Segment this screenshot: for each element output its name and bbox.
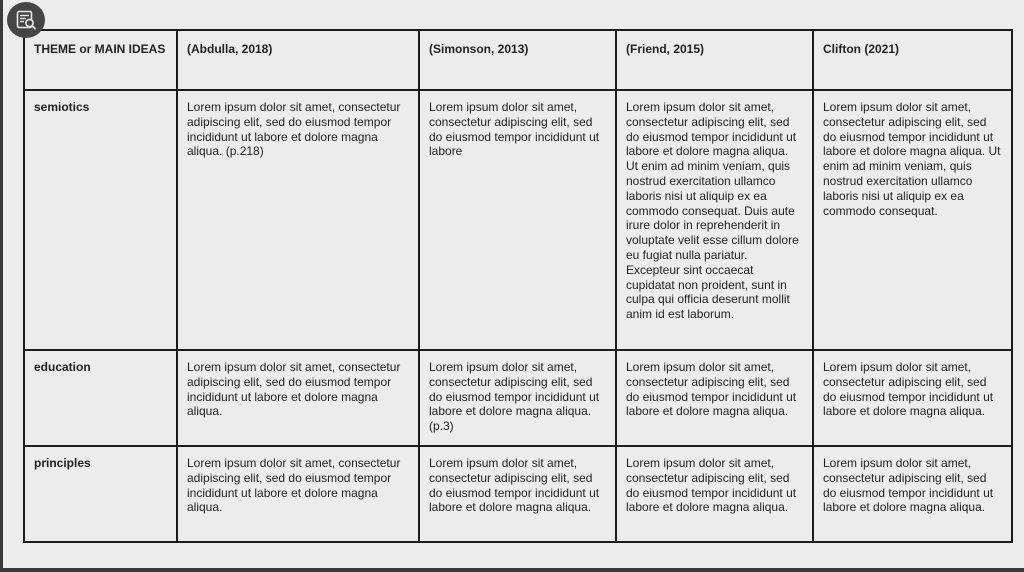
table-row [24, 446, 1012, 542]
document-search-icon [15, 9, 37, 31]
literature-matrix-table [23, 29, 1013, 543]
row-theme-label: education [24, 350, 177, 446]
row-theme-label: semiotics [24, 90, 177, 350]
table-cell: Lorem ipsum dolor sit amet, consectetur adipiscing elit, sed do eiusmod tempor incididunt ut labore et dolore magna aliqua. Ut enim ad minim veniam, quis nostrud exercitation ullamco laboris nisi ut aliquip ex ea commodo consequat. [813, 90, 1012, 350]
table-cell: Lorem ipsum dolor sit amet, consectetur adipiscing elit, sed do eiusmod tempor incididunt ut labore et dolore magna aliqua. [177, 446, 419, 542]
document-canvas [3, 0, 1024, 568]
header-source-1: (Abdulla, 2018) [177, 30, 419, 90]
table-header-row [24, 30, 1012, 90]
table-cell: Lorem ipsum dolor sit amet, consectetur adipiscing elit, sed do eiusmod tempor incididunt ut labore et dolore magna aliqua. [419, 446, 616, 542]
table-cell: Lorem ipsum dolor sit amet, consectetur adipiscing elit, sed do eiusmod tempor incididunt ut labore et dolore magna aliqua. [177, 350, 419, 446]
header-source-2: (Simonson, 2013) [419, 30, 616, 90]
table-cell: Lorem ipsum dolor sit amet, consectetur adipiscing elit, sed do eiusmod tempor incididunt ut labore et dolore magna aliqua. (p.3) [419, 350, 616, 446]
table-cell: Lorem ipsum dolor sit amet, consectetur adipiscing elit, sed do eiusmod tempor incididunt ut labore et dolore magna aliqua. [616, 446, 813, 542]
header-theme: THEME or MAIN IDEAS [24, 30, 177, 90]
table-cell: Lorem ipsum dolor sit amet, consectetur adipiscing elit, sed do eiusmod tempor incididunt ut labore et dolore magna aliqua. [813, 350, 1012, 446]
table-row [24, 90, 1012, 350]
document-search-button[interactable] [7, 2, 45, 38]
table-cell: Lorem ipsum dolor sit amet, consectetur adipiscing elit, sed do eiusmod tempor incididunt ut labore et dolore magna aliqua. [813, 446, 1012, 542]
header-source-4: Clifton (2021) [813, 30, 1012, 90]
table-cell: Lorem ipsum dolor sit amet, consectetur adipiscing elit, sed do eiusmod tempor incididunt ut labore et dolore magna aliqua. [616, 350, 813, 446]
table-row [24, 350, 1012, 446]
table-cell: Lorem ipsum dolor sit amet, consectetur adipiscing elit, sed do eiusmod tempor incididunt ut labore et dolore magna aliqua. (p.218) [177, 90, 419, 350]
table-cell: Lorem ipsum dolor sit amet, consectetur adipiscing elit, sed do eiusmod tempor incididunt ut labore et dolore magna aliqua. Ut enim ad minim veniam, quis nostrud exercitation ullamco laboris nisi ut aliquip ex ea commodo consequat. Duis aute irure dolor in reprehenderit in voluptate velit esse cillum dolore eu fugiat nulla pariatur. Excepteur sint occaecat cupidatat non proident, sunt in culpa qui officia deserunt mollit anim id est laborum. [616, 90, 813, 350]
row-theme-label: principles [24, 446, 177, 542]
table-cell: Lorem ipsum dolor sit amet, consectetur adipiscing elit, sed do eiusmod tempor incididunt ut labore [419, 90, 616, 350]
header-source-3: (Friend, 2015) [616, 30, 813, 90]
